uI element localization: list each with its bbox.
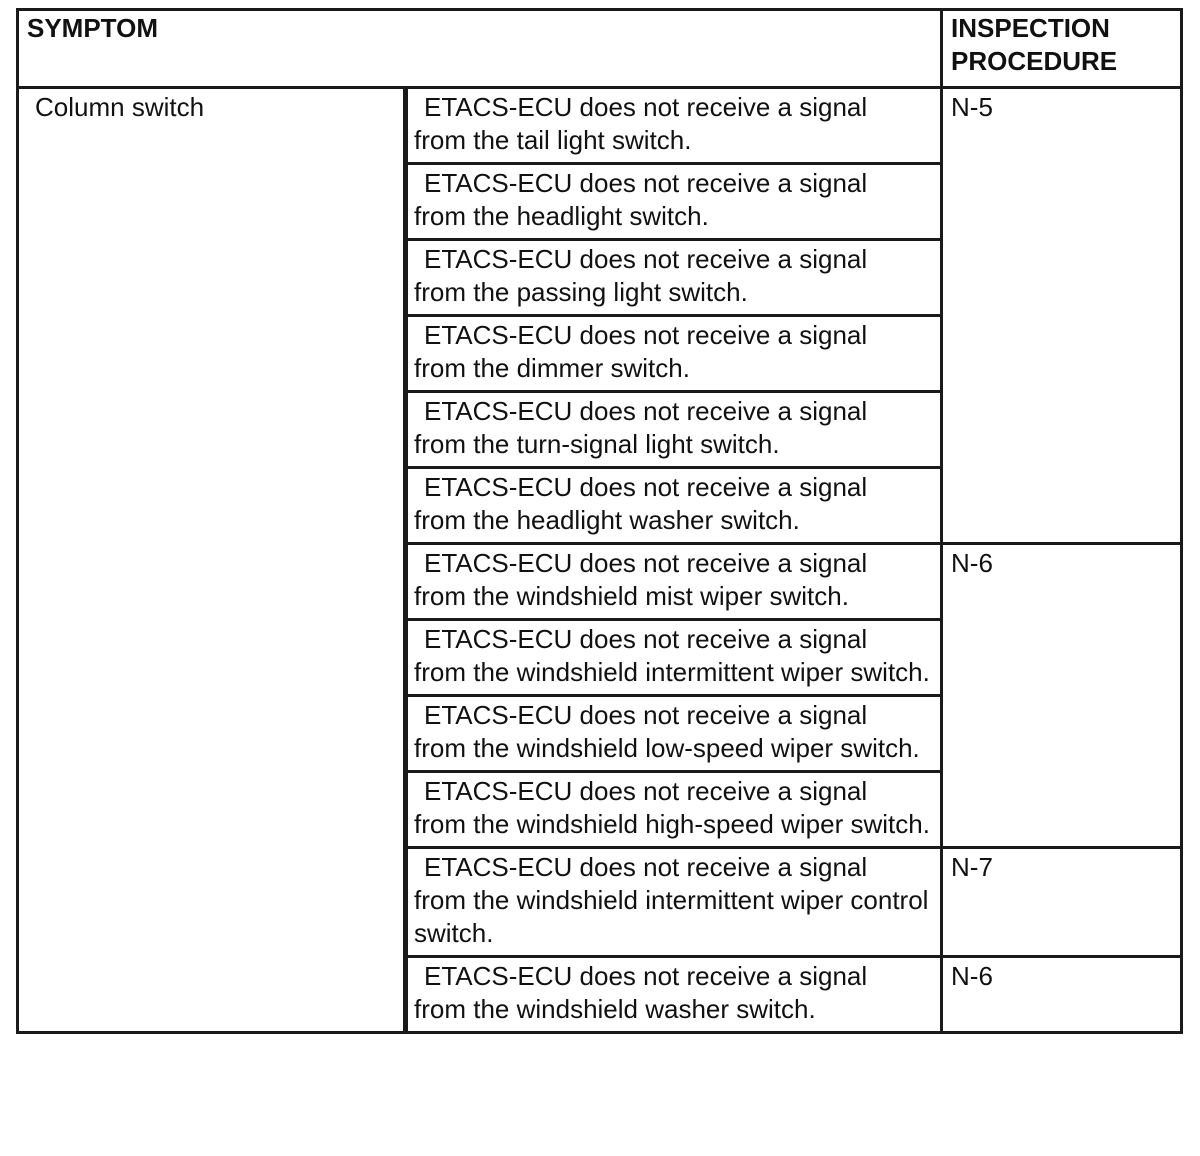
description-rest: from the headlight switch.	[414, 201, 709, 231]
inspection-procedure-header: INSPECTION PROCEDURE	[942, 10, 1182, 88]
description-line-1: ETACS-ECU does not receive a signal	[424, 396, 868, 426]
symptom-description	[406, 772, 942, 848]
description-line-1: ETACS-ECU does not receive a signal	[424, 961, 868, 991]
description-rest: from the windshield high-speed wiper switch.	[414, 809, 930, 839]
symptom-header: SYMPTOM	[18, 10, 942, 88]
procedure-n5: N-5	[942, 88, 1182, 544]
symptom-description	[406, 240, 942, 316]
symptom-description	[406, 848, 942, 957]
description-line-1: ETACS-ECU does not receive a signal	[424, 472, 868, 502]
description-rest: from the passing light switch.	[414, 277, 748, 307]
description-rest: from the windshield intermittent wiper control switch.	[414, 885, 929, 948]
description-line-1: ETACS-ECU does not receive a signal	[424, 700, 868, 730]
description-line-1: ETACS-ECU does not receive a signal	[424, 852, 868, 882]
description-rest: from the windshield washer switch.	[414, 994, 816, 1024]
description-line-1: ETACS-ECU does not receive a signal	[424, 548, 868, 578]
symptom-description	[406, 957, 942, 1033]
description-rest: from the windshield mist wiper switch.	[414, 581, 849, 611]
description-line-1: ETACS-ECU does not receive a signal	[424, 92, 868, 122]
symptom-description	[406, 544, 942, 620]
description-line-1: ETACS-ECU does not receive a signal	[424, 320, 868, 350]
procedure-n6-washer: N-6	[942, 957, 1182, 1033]
procedure-n6: N-6	[942, 544, 1182, 848]
description-line-1: ETACS-ECU does not receive a signal	[424, 244, 868, 274]
symptom-table	[16, 8, 1183, 1034]
description-rest: from the dimmer switch.	[414, 353, 690, 383]
symptom-description	[406, 696, 942, 772]
symptom-description	[406, 620, 942, 696]
description-rest: from the windshield intermittent wiper switch.	[414, 657, 930, 687]
description-rest: from the headlight washer switch.	[414, 505, 800, 535]
header-row	[18, 10, 1182, 88]
procedure-n7: N-7	[942, 848, 1182, 957]
description-rest: from the tail light switch.	[414, 125, 692, 155]
description-rest: from the turn-signal light switch.	[414, 429, 780, 459]
description-line-1: ETACS-ECU does not receive a signal	[424, 624, 868, 654]
symptom-description	[406, 468, 942, 544]
symptom-description	[406, 392, 942, 468]
column-switch-cell: Column switch	[18, 88, 406, 1033]
symptom-description	[406, 164, 942, 240]
description-line-1: ETACS-ECU does not receive a signal	[424, 168, 868, 198]
symptom-description	[406, 88, 942, 164]
symptom-description	[406, 316, 942, 392]
table-row	[18, 88, 1182, 164]
description-line-1: ETACS-ECU does not receive a signal	[424, 776, 868, 806]
description-rest: from the windshield low-speed wiper switch.	[414, 733, 920, 763]
